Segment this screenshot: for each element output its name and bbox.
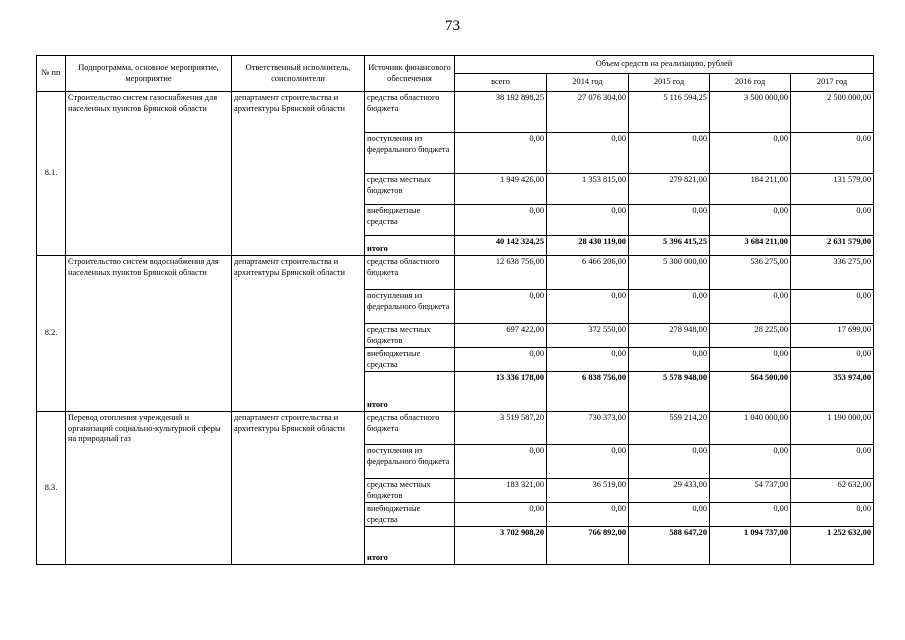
value-2014: 6 838 756,00: [547, 372, 629, 412]
source-label: поступления из федерального бюджета: [365, 445, 455, 479]
header-subprogram: Подпрограмма, основное мероприятие, мероприятие: [66, 56, 232, 92]
page-number: 73: [445, 18, 460, 34]
section-num: 8.2.: [37, 256, 66, 412]
header-2017: 2017 год: [791, 74, 874, 92]
source-label: внебюджетные средства: [365, 205, 455, 236]
value-total: 0,00: [455, 445, 547, 479]
value-2015: 5 116 594,25: [629, 92, 710, 133]
value-2014: 1 353 815,00: [547, 174, 629, 205]
value-2014: 0,00: [547, 205, 629, 236]
value-2017: 2 631 579,00: [791, 236, 874, 256]
source-label: итого: [365, 372, 455, 412]
section-title: Перевод отопления учреждений и организаций социально-культурной сферы на природный газ: [66, 412, 232, 565]
value-2015: 588 647,20: [629, 527, 710, 565]
value-2016: 0,00: [710, 445, 791, 479]
source-label: средства местных бюджетов: [365, 174, 455, 205]
value-2017: 2 500 000,00: [791, 92, 874, 133]
value-total: 697 422,00: [455, 324, 547, 348]
value-2015: 0,00: [629, 205, 710, 236]
value-2014: 0,00: [547, 290, 629, 324]
value-2014: 6 466 206,00: [547, 256, 629, 290]
source-label: средства областного бюджета: [365, 256, 455, 290]
header-total: всего: [455, 74, 547, 92]
value-total: 40 142 324,25: [455, 236, 547, 256]
header-volume: Объем средств на реализацию, рублей: [455, 56, 874, 74]
value-2017: 0,00: [791, 205, 874, 236]
section-executor: департамент строительства и архитектуры Брянской области: [232, 256, 365, 412]
source-label: поступления из федерального бюджета: [365, 133, 455, 174]
value-total: 0,00: [455, 133, 547, 174]
value-2016: 0,00: [710, 290, 791, 324]
value-2015: 29 433,00: [629, 479, 710, 503]
value-2017: 1 252 632,00: [791, 527, 874, 565]
section-executor: департамент строительства и архитектуры Брянской области: [232, 412, 365, 565]
source-label: итого: [365, 527, 455, 565]
value-2017: 17 699,00: [791, 324, 874, 348]
source-label: средства областного бюджета: [365, 92, 455, 133]
value-2016: 3 500 000,00: [710, 92, 791, 133]
header-2015: 2015 год: [629, 74, 710, 92]
value-2016: 1 094 737,00: [710, 527, 791, 565]
value-total: 0,00: [455, 205, 547, 236]
value-2017: 0,00: [791, 445, 874, 479]
value-total: 0,00: [455, 503, 547, 527]
funding-table: [36, 55, 874, 565]
value-total: 12 638 756,00: [455, 256, 547, 290]
value-2016: 54 737,00: [710, 479, 791, 503]
value-2015: 0,00: [629, 133, 710, 174]
value-2014: 372 550,00: [547, 324, 629, 348]
value-2016: 184 211,00: [710, 174, 791, 205]
section-num: 8.1.: [37, 92, 66, 256]
table-row: [37, 256, 874, 290]
value-total: 3 702 908,20: [455, 527, 547, 565]
value-total: 3 519 587,20: [455, 412, 547, 445]
value-2014: 28 430 119,00: [547, 236, 629, 256]
value-2016: 0,00: [710, 205, 791, 236]
value-2014: 0,00: [547, 503, 629, 527]
source-label: средства местных бюджетов: [365, 479, 455, 503]
value-2017: 0,00: [791, 503, 874, 527]
value-2015: 0,00: [629, 445, 710, 479]
section-executor: департамент строительства и архитектуры Брянской области: [232, 92, 365, 256]
value-2015: 279 821,00: [629, 174, 710, 205]
section-title: Строительство систем водоснабжения для населенных пунктов Брянской области: [66, 256, 232, 412]
header-executor: Ответственный исполнитель, соисполнители: [232, 56, 365, 92]
value-total: 0,00: [455, 348, 547, 372]
value-2014: 36 519,00: [547, 479, 629, 503]
source-label: итого: [365, 236, 455, 256]
source-label: поступления из федерального бюджета: [365, 290, 455, 324]
header-source: Источник финансового обеспечения: [365, 56, 455, 92]
header-2014: 2014 год: [547, 74, 629, 92]
section-8-1: [37, 92, 874, 256]
value-2016: 3 684 211,00: [710, 236, 791, 256]
source-label: внебюджетные средства: [365, 503, 455, 527]
value-2016: 0,00: [710, 348, 791, 372]
value-2014: 766 892,00: [547, 527, 629, 565]
value-2015: 559 214,20: [629, 412, 710, 445]
value-2016: 28 225,00: [710, 324, 791, 348]
value-2016: 564 500,00: [710, 372, 791, 412]
value-2015: 5 578 948,00: [629, 372, 710, 412]
value-total: 13 336 178,00: [455, 372, 547, 412]
header-2016: 2016 год: [710, 74, 791, 92]
value-2017: 0,00: [791, 348, 874, 372]
section-title: Строительство систем газоснабжения для населенных пунктов Брянской области: [66, 92, 232, 256]
value-2017: 62 632,00: [791, 479, 874, 503]
value-2015: 5 396 415,25: [629, 236, 710, 256]
section-8-2: [37, 256, 874, 412]
header-num: № пп: [37, 56, 66, 92]
value-2017: 0,00: [791, 133, 874, 174]
section-8-3: [37, 412, 874, 565]
value-2014: 0,00: [547, 133, 629, 174]
value-2017: 131 579,00: [791, 174, 874, 205]
value-2015: 0,00: [629, 290, 710, 324]
value-2017: 336 275,00: [791, 256, 874, 290]
value-2016: 1 040 000,00: [710, 412, 791, 445]
value-2014: 0,00: [547, 445, 629, 479]
source-label: средства местных бюджетов: [365, 324, 455, 348]
value-total: 38 192 898,25: [455, 92, 547, 133]
source-label: средства областного бюджета: [365, 412, 455, 445]
value-total: 0,00: [455, 290, 547, 324]
value-2015: 278 948,00: [629, 324, 710, 348]
value-2014: 27 076 304,00: [547, 92, 629, 133]
table-row: [37, 412, 874, 445]
table-row: [37, 92, 874, 133]
value-2017: 353 974,00: [791, 372, 874, 412]
value-2016: 0,00: [710, 503, 791, 527]
value-2017: 0,00: [791, 290, 874, 324]
section-num: 8.3.: [37, 412, 66, 565]
value-2015: 5 300 000,00: [629, 256, 710, 290]
value-2016: 536 275,00: [710, 256, 791, 290]
value-2015: 0,00: [629, 503, 710, 527]
value-2017: 1 190 000,00: [791, 412, 874, 445]
source-label: внебюджетные средства: [365, 348, 455, 372]
value-total: 183 321,00: [455, 479, 547, 503]
value-2016: 0,00: [710, 133, 791, 174]
value-2014: 730 373,00: [547, 412, 629, 445]
value-2014: 0,00: [547, 348, 629, 372]
value-total: 1 949 426,00: [455, 174, 547, 205]
value-2015: 0,00: [629, 348, 710, 372]
